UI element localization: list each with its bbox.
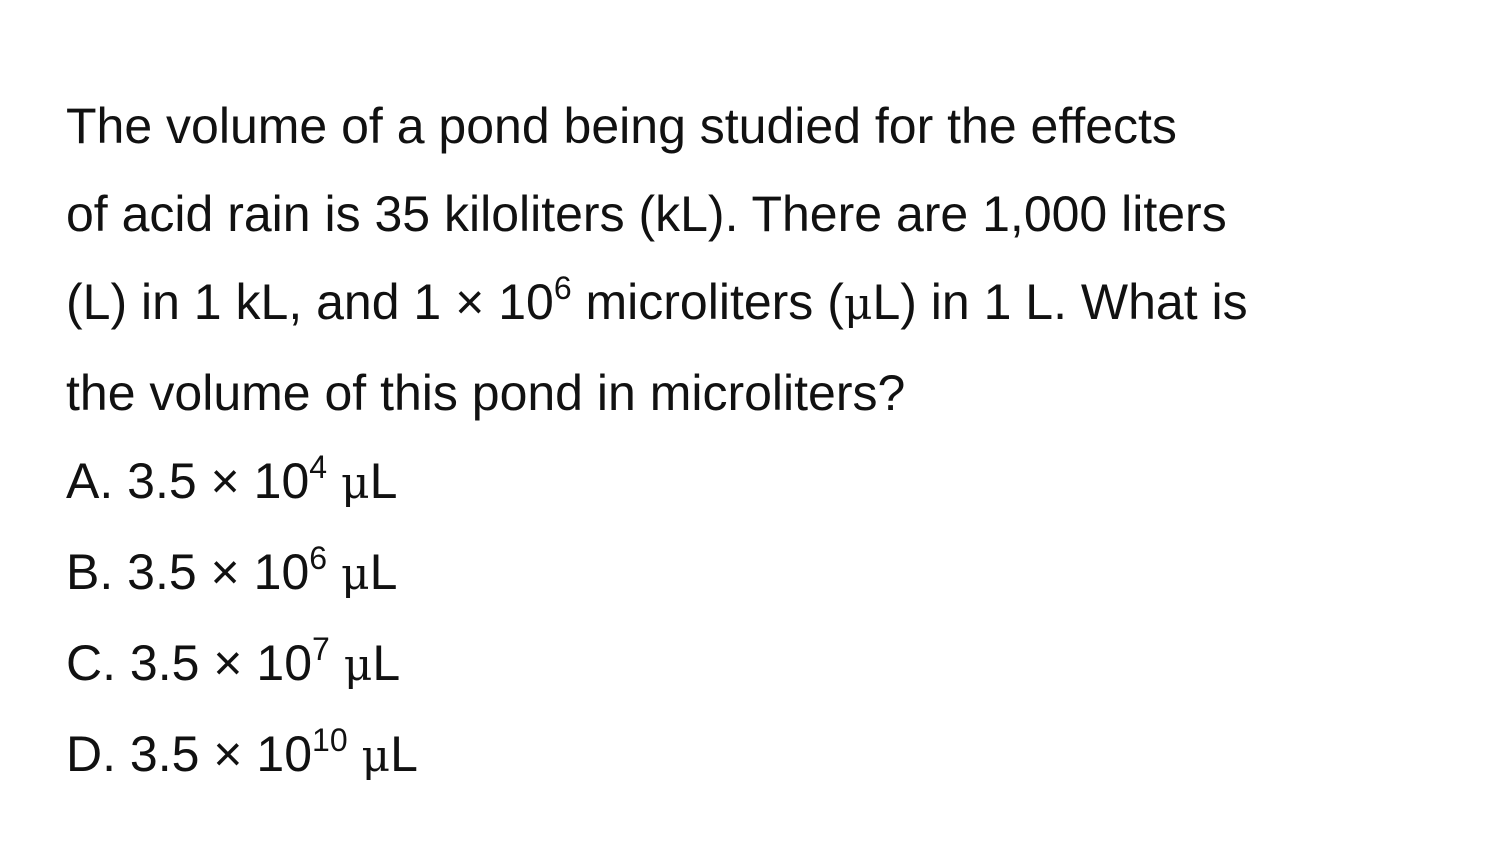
option-b-letter: B. [66,544,114,600]
option-c-mantissa: 3.5 × 10 [129,635,313,691]
question-block [66,82,1446,801]
option-d-mu: μ [361,731,391,782]
option-a-mu: μ [340,458,370,509]
option-a-mantissa: 3.5 × 10 [127,453,310,509]
option-a[interactable] [66,437,1446,528]
question-line-3-mu: μ [843,279,873,330]
question-line-3 [66,258,1446,349]
option-b-exponent: 6 [309,540,328,577]
option-d-exponent: 10 [312,722,348,759]
option-c-exponent: 7 [312,631,330,668]
question-line-3-middle: microliters ( [571,274,844,330]
option-d[interactable] [66,710,1446,801]
question-line-3-end: L) in 1 L. What is [872,274,1248,330]
option-a-exponent: 4 [309,449,328,486]
option-c-letter: C. [66,635,116,691]
option-c[interactable] [66,619,1446,710]
option-b-mu: μ [340,549,370,600]
option-c-mu: μ [343,640,373,691]
option-d-unit: L [390,726,418,782]
question-line-3-exponent: 6 [553,270,572,307]
question-line-2: of acid rain is 35 kiloliters (kL). There are 1,000 liters [66,186,1227,242]
option-d-mantissa: 3.5 × 10 [129,726,313,782]
option-c-unit: L [372,635,401,691]
option-a-unit: L [369,453,398,509]
option-b-mantissa: 3.5 × 10 [127,544,310,600]
option-b[interactable] [66,528,1446,619]
question-line-3-start: (L) in 1 kL, and 1 × 10 [66,274,554,330]
question-line-1: The volume of a pond being studied for the effects [66,98,1177,154]
option-b-unit: L [369,544,398,600]
option-a-letter: A. [66,453,114,509]
question-line-4: the volume of this pond in microliters? [66,365,906,421]
option-d-letter: D. [66,726,116,782]
